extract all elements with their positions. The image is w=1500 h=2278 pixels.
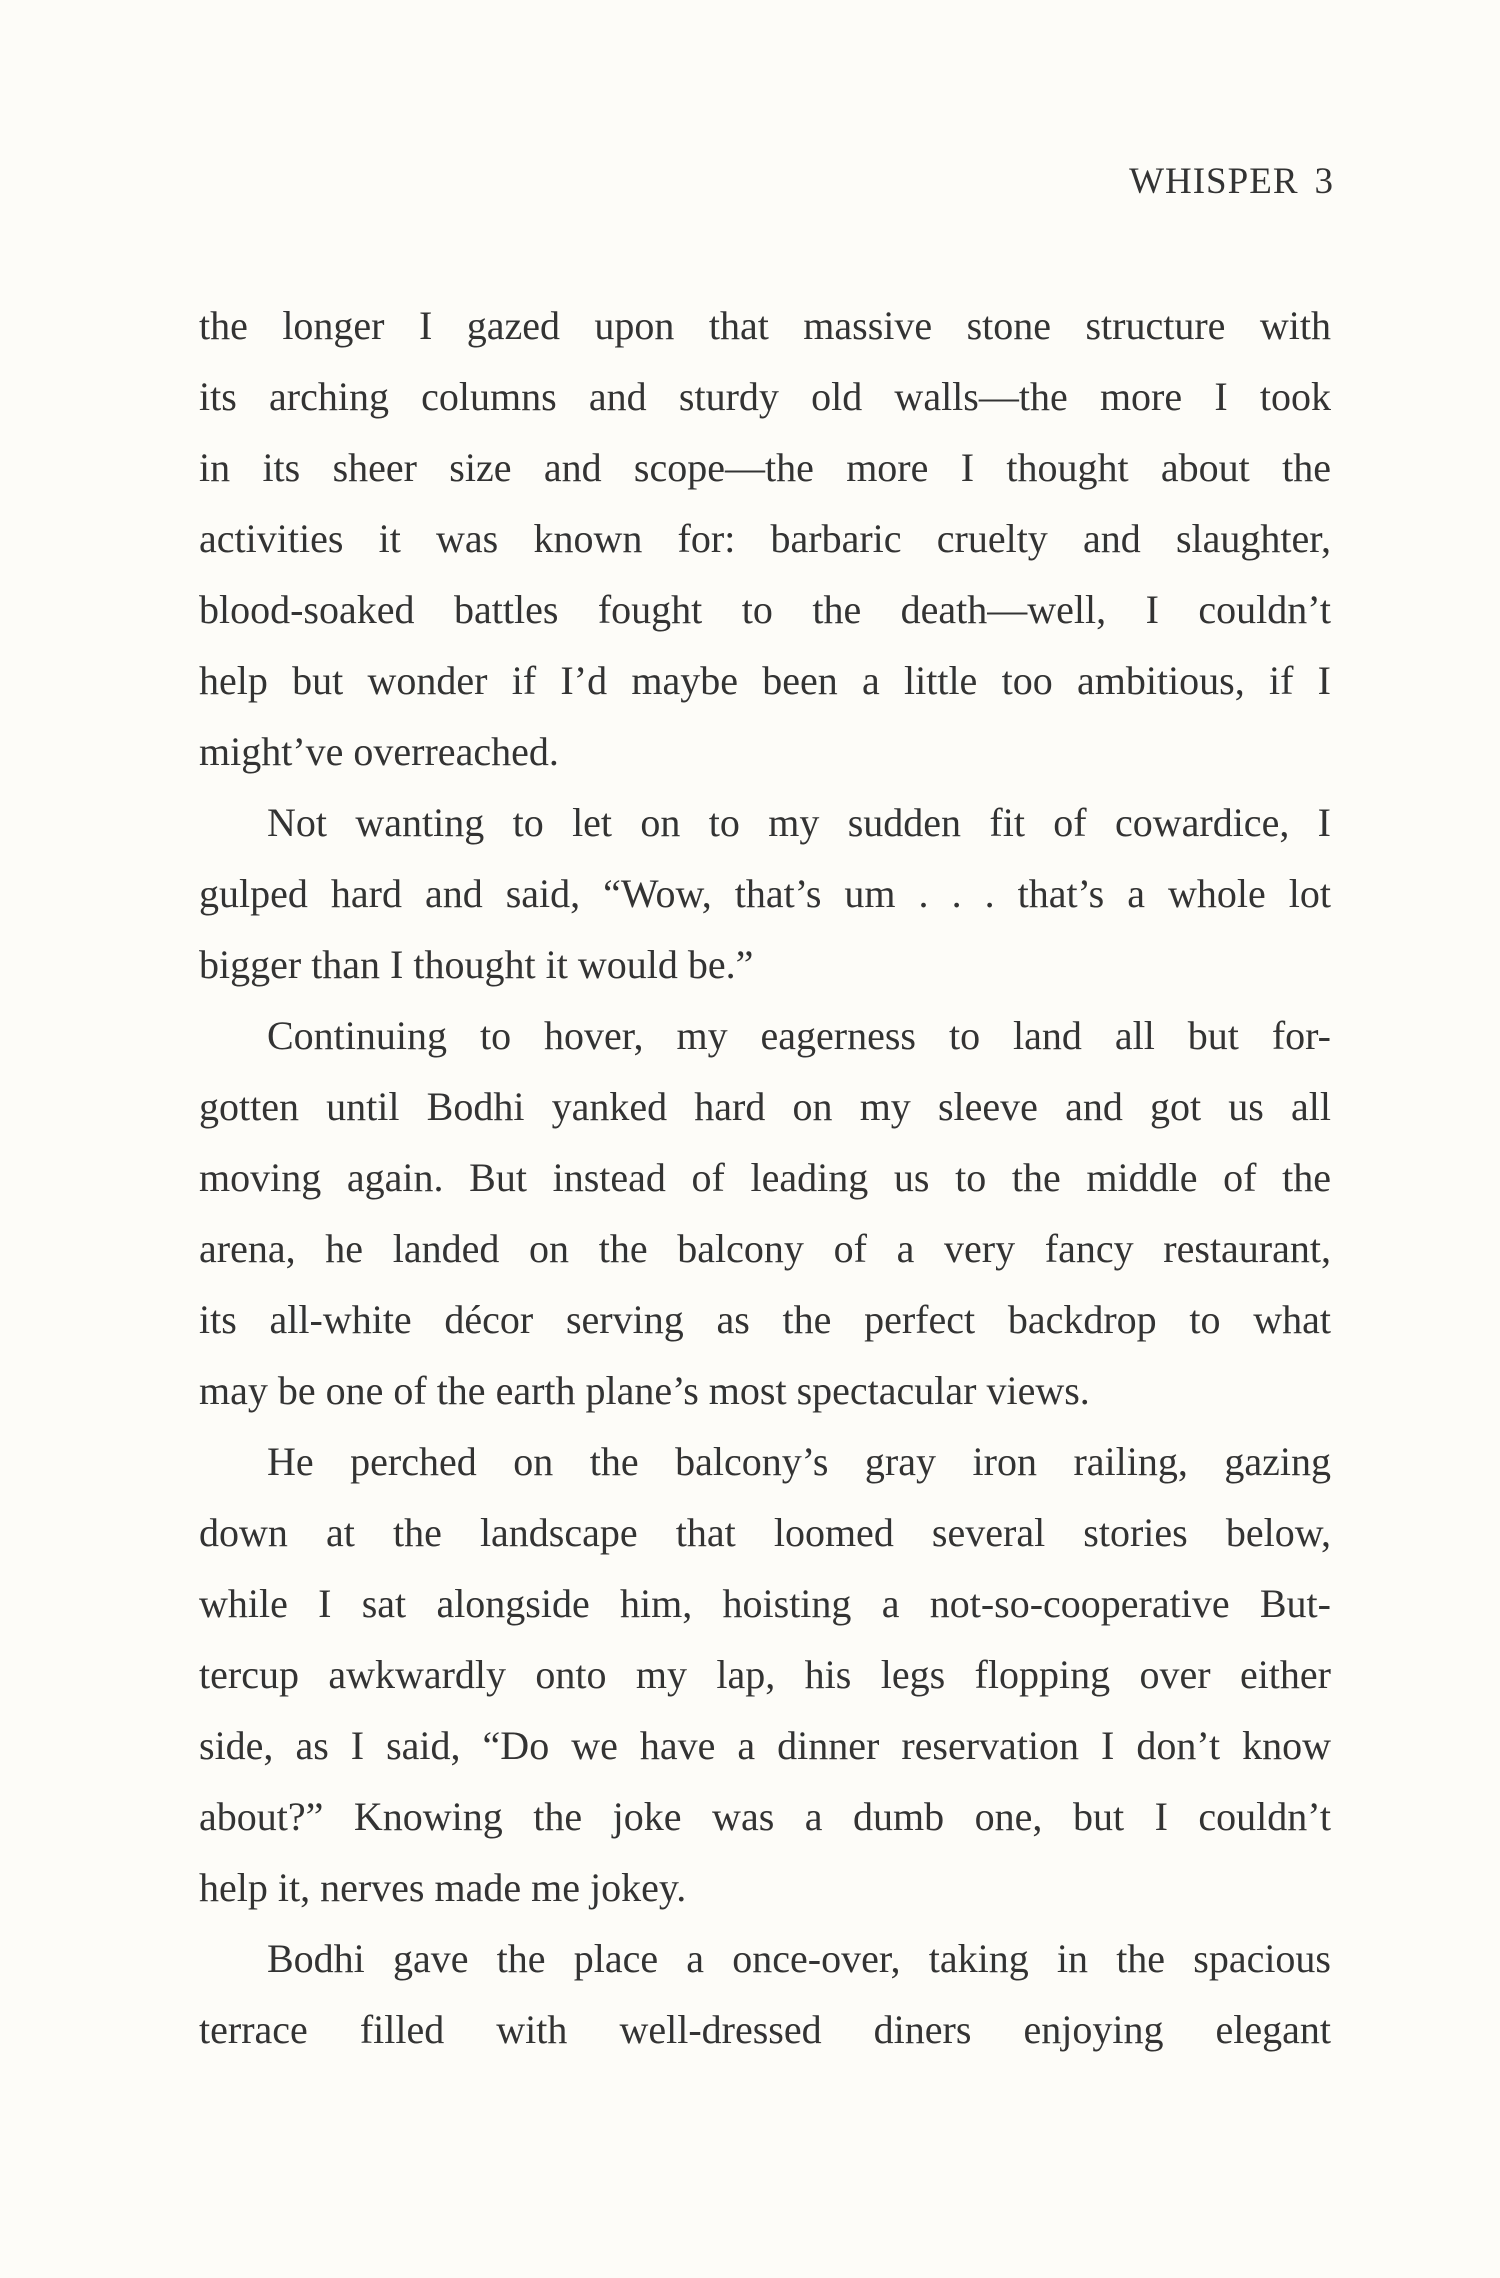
text-line: side, as I said, “Do we have a dinner reservation I don’t know <box>199 1723 1331 1768</box>
text-line: in its sheer size and scope—the more I thought about the <box>199 445 1331 490</box>
text-line: gotten until Bodhi yanked hard on my sleeve and got us all <box>199 1084 1331 1129</box>
text-line: its arching columns and sturdy old walls—the more I took <box>199 374 1331 419</box>
text-line: Not wanting to let on to my sudden fit of cowardice, I <box>267 800 1331 845</box>
text-line: arena, he landed on the balcony of a very fancy restaurant, <box>199 1226 1331 1271</box>
text-line: Bodhi gave the place a once-over, taking in the spacious <box>267 1936 1331 1981</box>
paragraph <box>199 290 1331 787</box>
text-line: He perched on the balcony’s gray iron railing, gazing <box>267 1439 1331 1484</box>
text-line: help but wonder if I’d maybe been a little too ambitious, if I <box>199 658 1331 703</box>
page-number: 3 <box>1314 161 1334 202</box>
text-line: gulped hard and said, “Wow, that’s um . . . that’s a whole lot <box>199 871 1331 916</box>
text-line: its all-white décor serving as the perfect backdrop to what <box>199 1297 1331 1342</box>
text-line: about?” Knowing the joke was a dumb one, but I couldn’t <box>199 1794 1331 1839</box>
text-line: tercup awkwardly onto my lap, his legs flopping over either <box>199 1652 1331 1697</box>
text-line: may be one of the earth plane’s most spectacular views. <box>199 1368 1090 1413</box>
text-line: activities it was known for: barbaric cruelty and slaughter, <box>199 516 1331 561</box>
text-line: the longer I gazed upon that massive stone structure with <box>199 303 1331 348</box>
text-line: blood-soaked battles fought to the death—well, I couldn’t <box>199 587 1331 632</box>
paragraph <box>199 1923 1331 2065</box>
paragraph <box>199 787 1331 1000</box>
running-header <box>1129 160 1334 203</box>
paragraph <box>199 1426 1331 1923</box>
running-header-title: WHISPER <box>1129 161 1299 202</box>
body-text <box>199 290 1331 2065</box>
text-line: while I sat alongside him, hoisting a not-so-cooperative But- <box>199 1581 1331 1626</box>
text-line: Continuing to hover, my eagerness to land all but for- <box>267 1013 1331 1058</box>
text-line: might’ve overreached. <box>199 729 559 774</box>
text-line: bigger than I thought it would be.” <box>199 942 754 987</box>
text-line: moving again. But instead of leading us to the middle of the <box>199 1155 1331 1200</box>
text-line: help it, nerves made me jokey. <box>199 1865 687 1910</box>
paragraph <box>199 1000 1331 1426</box>
text-line: terrace filled with well-dressed diners enjoying elegant <box>199 2007 1331 2052</box>
text-line: down at the landscape that loomed several stories below, <box>199 1510 1331 1555</box>
